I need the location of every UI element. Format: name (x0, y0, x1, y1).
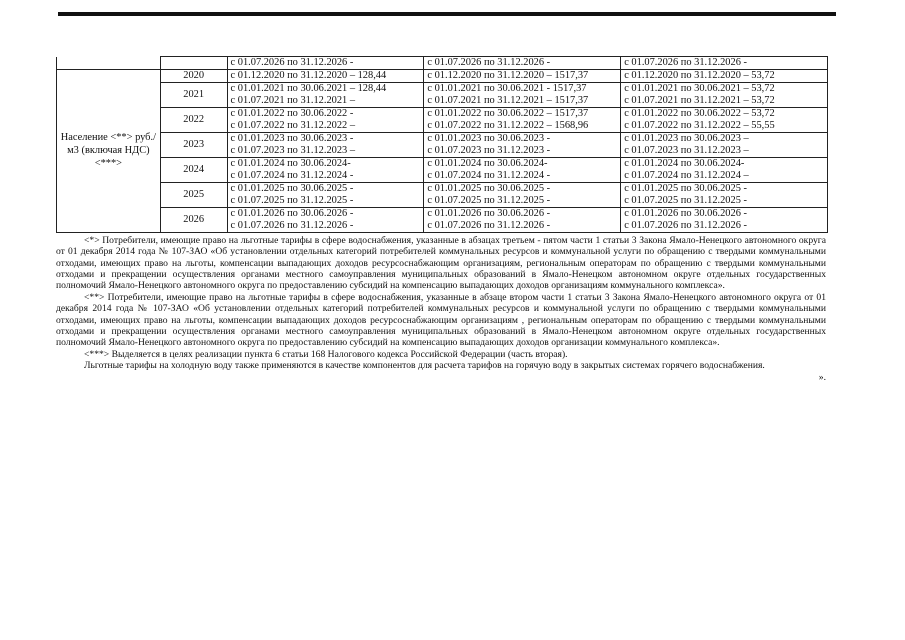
table-row (57, 57, 828, 70)
year-cell: 2021 (160, 82, 227, 107)
tariff-line: с 01.01.2025 по 30.06.2025 - (230, 182, 354, 194)
year-cell (160, 57, 227, 70)
table-cell (424, 82, 621, 107)
table-row (57, 157, 828, 182)
tariff-line: с 01.07.2024 по 31.12.2024 - (230, 169, 354, 181)
tariff-line: с 01.01.2022 по 30.06.2022 – 1517,37 (427, 107, 589, 119)
tariff-line: с 01.01.2022 по 30.06.2022 - (230, 107, 354, 119)
table-row (57, 82, 828, 107)
table-cell (424, 207, 621, 232)
tariff-line: с 01.07.2023 по 31.12.2023 – (624, 144, 749, 156)
table-cell (621, 82, 828, 107)
tariff-line: с 01.07.2023 по 31.12.2023 – (230, 144, 356, 156)
tariff-line: с 01.07.2022 по 31.12.2022 – (230, 119, 356, 131)
table-cell (621, 157, 828, 182)
table-cell (227, 182, 424, 207)
tariff-line: с 01.07.2022 по 31.12.2022 – 1568,96 (427, 119, 589, 131)
table-cell (227, 157, 424, 182)
closing-quote: ». (818, 371, 826, 383)
tariff-line: с 01.01.2021 по 30.06.2021 – 53,72 (624, 82, 775, 94)
tariff-line: с 01.07.2021 по 31.12.2021 – 53,72 (624, 94, 775, 106)
table-cell (227, 132, 424, 157)
tariff-line: с 01.07.2024 по 31.12.2024 – (624, 169, 749, 181)
footnote-3: <***> Выделяется в целях реализации пункта 6 статьи 168 Налогового кодекса Российской Федерации (часть вторая). (84, 348, 568, 360)
tariff-line: с 01.01.2025 по 30.06.2025 - (624, 182, 747, 194)
year-cell: 2020 (160, 69, 227, 82)
tariff-line: с 01.01.2024 по 30.06.2024- (230, 157, 351, 169)
table-row (57, 182, 828, 207)
tariff-line: с 01.01.2026 по 30.06.2026 - (624, 207, 747, 219)
tariff-line: с 01.01.2023 по 30.06.2023 - (427, 132, 551, 144)
tariff-line: с 01.01.2021 по 30.06.2021 - 1517,37 (427, 82, 587, 94)
document-page (56, 56, 832, 383)
tariff-line: с 01.01.2024 по 30.06.2024- (427, 157, 548, 169)
table-cell (424, 69, 621, 82)
table-cell: с 01.07.2026 по 31.12.2026 - (424, 57, 621, 70)
table-cell: с 01.07.2026 по 31.12.2026 - (621, 57, 828, 70)
table-cell (621, 107, 828, 132)
year-cell: 2026 (160, 207, 227, 232)
table-cell (424, 182, 621, 207)
tariff-line: с 01.07.2025 по 31.12.2025 - (427, 194, 551, 206)
tariff-line: с 01.01.2026 по 30.06.2026 - (230, 207, 354, 219)
table-cell: с 01.07.2026 по 31.12.2026 - (227, 57, 424, 70)
footnote-4: Льготные тарифы на холодную воду также применяются в качестве компонентов для расчета тарифов на горячую воду в закрытых системах горячего водоснабжения. (84, 360, 765, 372)
category-cell-top (57, 57, 161, 70)
table-cell (424, 132, 621, 157)
footnote-2: <**> Потребители, имеющие право на льготные тарифы в сфере водоснабжения, указанные в абзаце втором части 1 статьи 3 Закона Ямало-Ненецкого автономного округа от 01 декабря 2014 года № 107-ЗАО «Об установлении отдельных категорий потребителей коммунальных ресурсов и коммунальной услуги по обращению с твердыми коммунальными отходами, имеющих право на льготы, компенсации выпадающих доходов ресурсоснабжающим организациям , региональным операторам по обращению с твердыми коммунальными отходами и прекращении осуществления органами местного самоуправления муниципальных образований в Ямало-Ненецком автономном округе отдельных государственных полномочий Ямало-Ненецкого автономного округа по предоставлению субсидий на компенсацию выпадающих доходов организации коммунального комплекса». (56, 291, 826, 349)
tariff-line: с 01.07.2022 по 31.12.2022 – 55,55 (624, 119, 775, 131)
footnotes (56, 235, 826, 383)
tariff-line: с 01.07.2021 по 31.12.2021 – 1517,37 (427, 94, 589, 106)
tariff-line: с 01.07.2026 по 31.12.2026 - (230, 219, 354, 231)
tariff-line: с 01.01.2022 по 30.06.2022 – 53,72 (624, 107, 775, 119)
table-row (57, 69, 828, 82)
tariff-line: с 01.07.2023 по 31.12.2023 - (427, 144, 551, 156)
tariff-line: с 01.01.2026 по 30.06.2026 - (427, 207, 551, 219)
tariff-line: с 01.07.2025 по 31.12.2025 - (624, 194, 747, 206)
table-row (57, 132, 828, 157)
tariff-line: с 01.07.2026 по 31.12.2026 - (624, 219, 747, 231)
table-cell (621, 207, 828, 232)
top-border-line (58, 12, 836, 16)
table-cell (621, 132, 828, 157)
tariff-line: с 01.01.2023 по 30.06.2023 - (230, 132, 354, 144)
table-row (57, 207, 828, 232)
tariff-line: с 01.07.2026 по 31.12.2026 - (427, 219, 551, 231)
tariff-line: с 01.12.2020 по 31.12.2020 – 128,44 (230, 69, 387, 81)
table-cell (424, 107, 621, 132)
table-cell (621, 69, 828, 82)
footnote-1: <*> Потребители, имеющие право на льготные тарифы в сфере водоснабжения, указанные в абзацах третьем - пятом части 1 статьи 3 Закона Ямало-Ненецкого автономного округа от 01 декабря 2014 года № 107-ЗАО «Об установлении отдельных категорий потребителей коммунальных ресурсов и коммунальной услуги по обращению с твердыми коммунальными отходами, имеющих право на льготы, компенсации выпадающих доходов ресурсоснабжающим организациям, региональным операторам по обращению с твердыми коммунальными отходами и прекращении осуществления органами местного самоуправления муниципальных образований в Ямало-Ненецком автономном округе отдельных государственных полномочий Ямало-Ненецкого автономного округа по предоставлению субсидий на компенсацию выпадающих доходов организациям коммунального комплекса». (56, 234, 826, 292)
tariff-table (56, 56, 828, 233)
tariff-line: с 01.07.2021 по 31.12.2021 – (230, 94, 356, 106)
tariff-line: с 01.01.2021 по 30.06.2021 – 128,44 (230, 82, 387, 94)
table-cell (227, 107, 424, 132)
category-cell: Население <**> руб./м3 (включая НДС) <***> (57, 69, 161, 232)
year-cell: 2024 (160, 157, 227, 182)
tariff-line: с 01.12.2020 по 31.12.2020 – 1517,37 (427, 69, 589, 81)
tariff-line: с 01.01.2024 по 30.06.2024- (624, 157, 745, 169)
tariff-line: с 01.07.2025 по 31.12.2025 - (230, 194, 354, 206)
table-cell (424, 157, 621, 182)
table-cell (227, 82, 424, 107)
tariff-line: с 01.07.2024 по 31.12.2024 - (427, 169, 551, 181)
year-cell: 2023 (160, 132, 227, 157)
tariff-line: с 01.12.2020 по 31.12.2020 – 53,72 (624, 69, 775, 81)
tariff-line: с 01.01.2025 по 30.06.2025 - (427, 182, 551, 194)
year-cell: 2022 (160, 107, 227, 132)
table-cell (227, 69, 424, 82)
tariff-line: с 01.01.2023 по 30.06.2023 – (624, 132, 749, 144)
table-row (57, 107, 828, 132)
table-cell (621, 182, 828, 207)
year-cell: 2025 (160, 182, 227, 207)
table-cell (227, 207, 424, 232)
